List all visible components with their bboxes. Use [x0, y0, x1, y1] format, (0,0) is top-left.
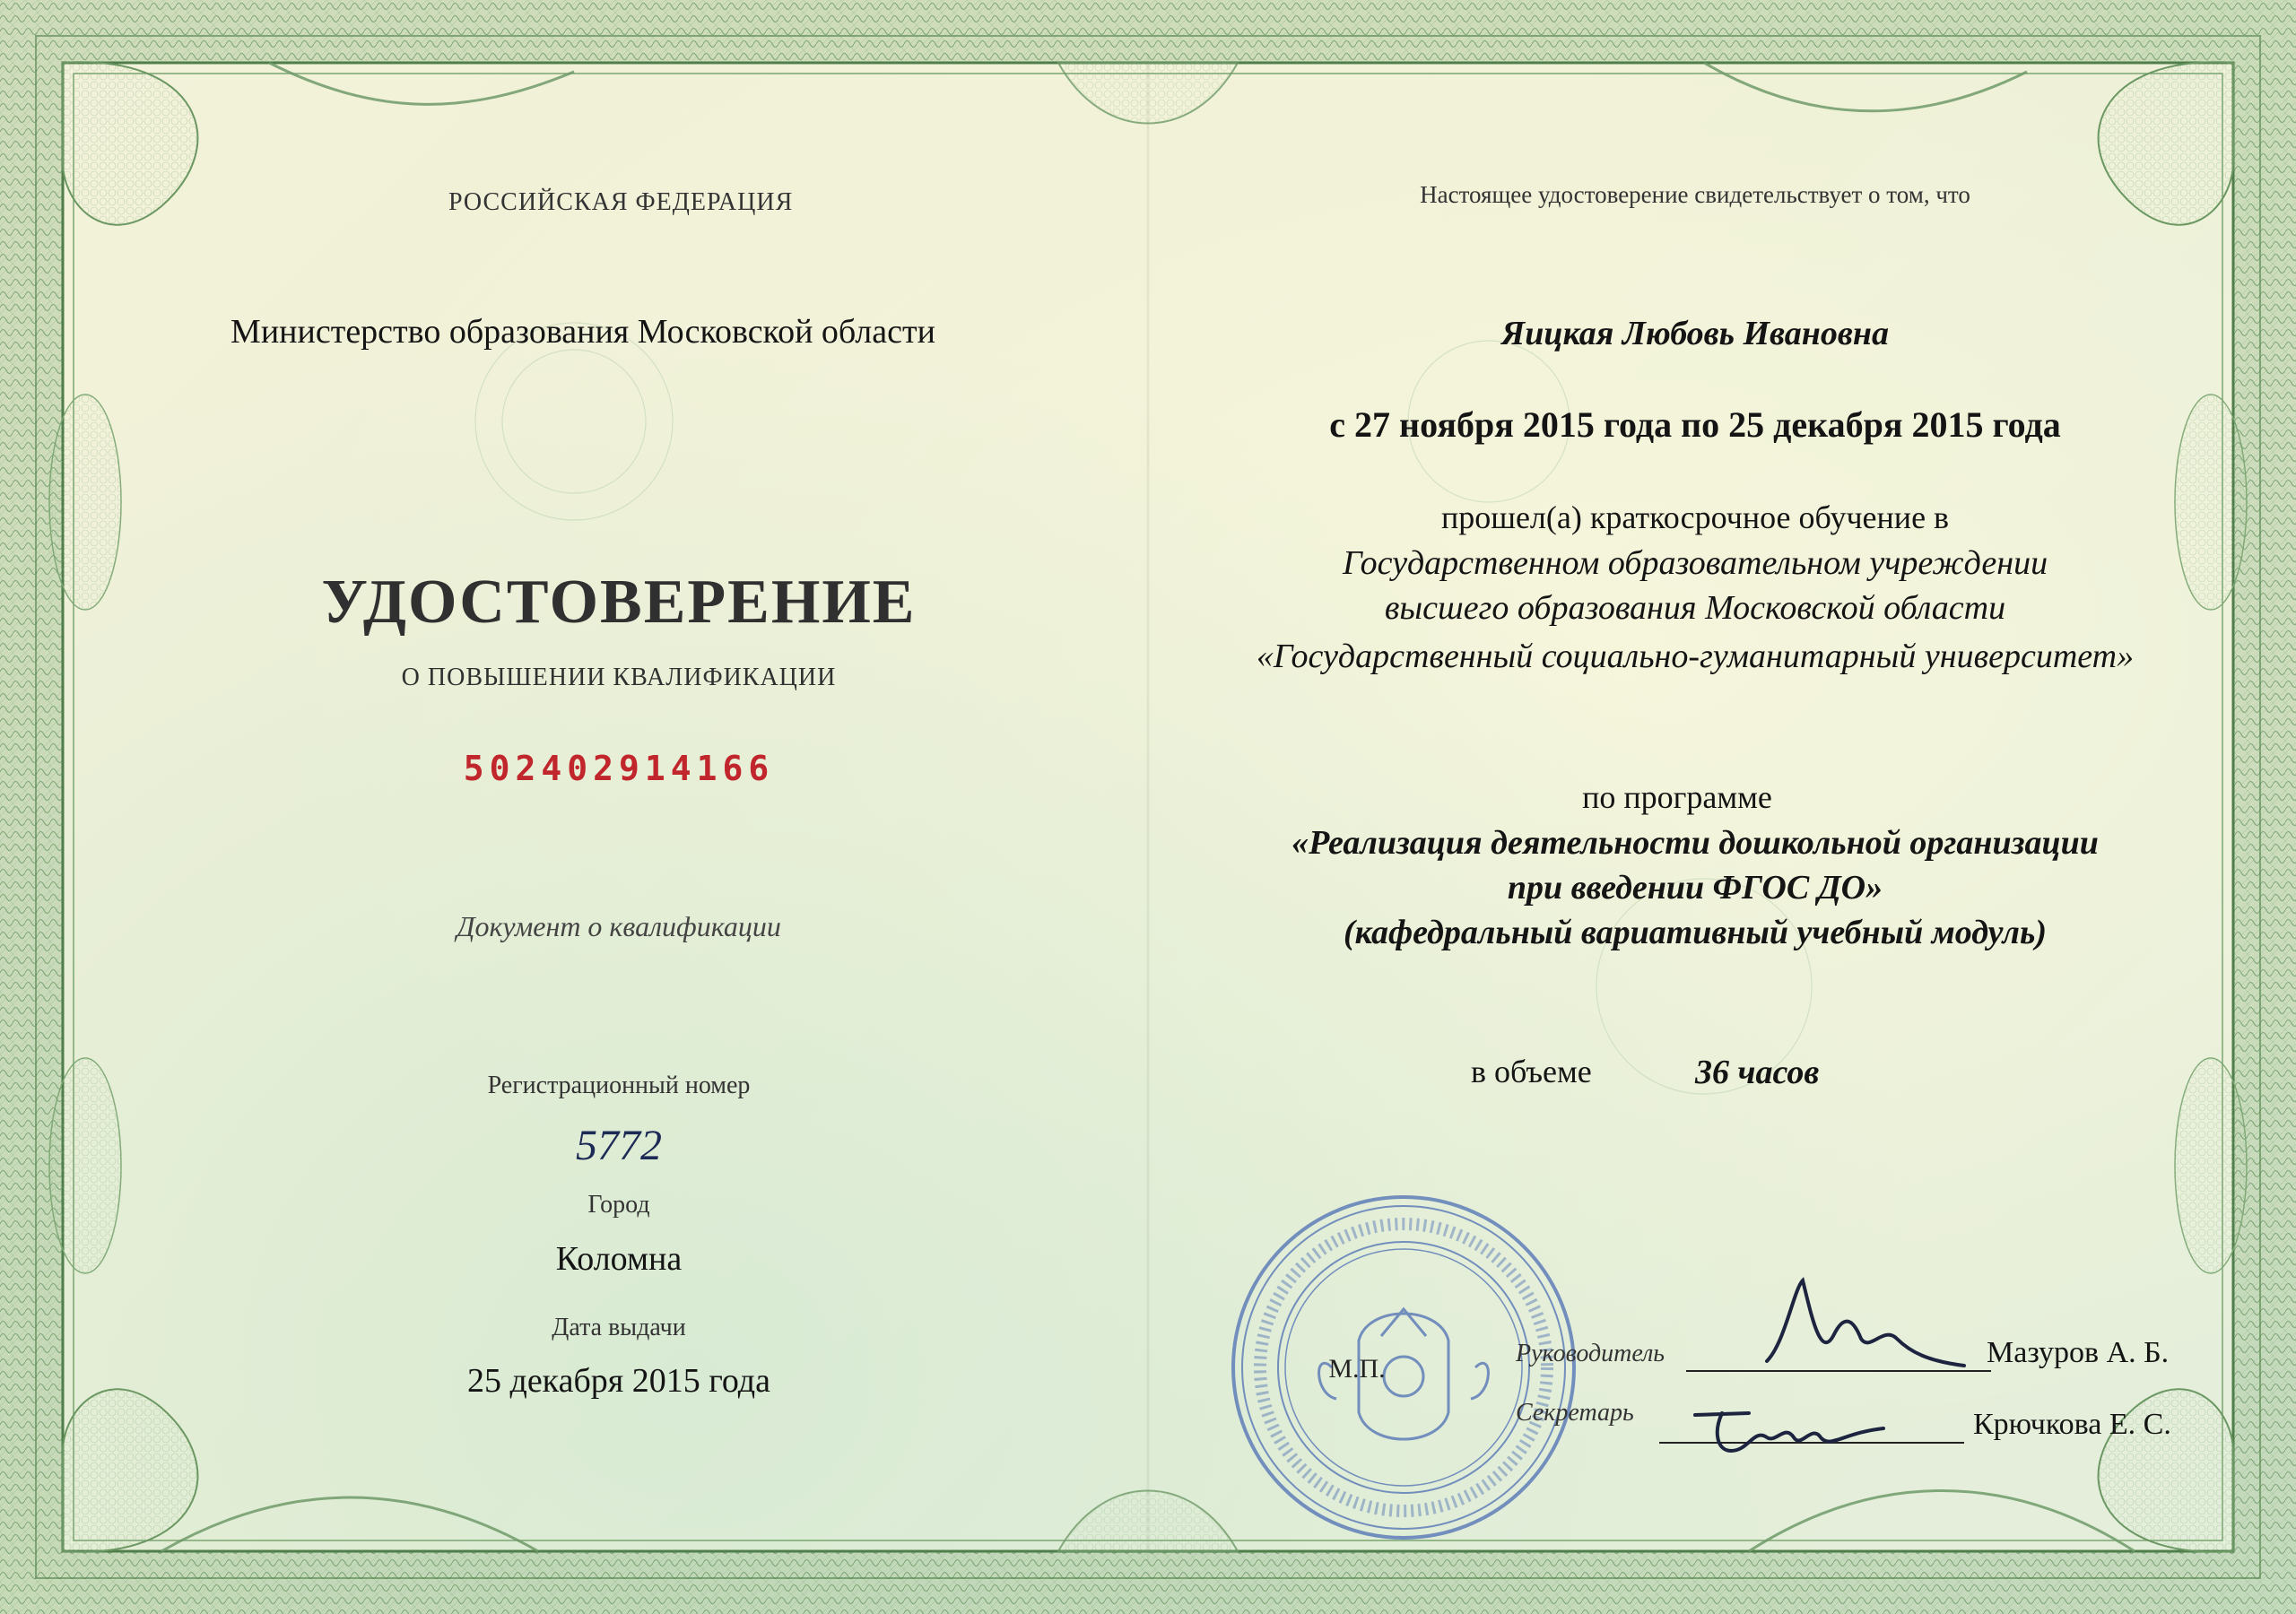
secretary-name: Крючкова Е. С.	[1973, 1408, 2171, 1441]
intro-text: Настоящее удостоверение свидетельствует о том, что	[1420, 181, 1970, 208]
training-text: прошел(а) краткосрочное обучение в	[1440, 499, 1950, 535]
document-type: Документ о квалификации	[457, 910, 781, 942]
page-fold	[1146, 54, 1150, 1560]
person-name: Яицкая Любовь Ивановна	[1501, 315, 1889, 352]
registration-label: Регистрационный номер	[487, 1072, 751, 1099]
serial-number: 502402914166	[463, 749, 775, 788]
country-heading: РОССИЙСКАЯ ФЕДЕРАЦИЯ	[448, 188, 794, 216]
program-line: (кафедральный вариативный учебный модуль)	[1343, 914, 2047, 951]
document-subtitle: О ПОВЫШЕНИИ КВАЛИФИКАЦИИ	[401, 664, 837, 691]
volume-label: в объеме	[1471, 1054, 1592, 1089]
secretary-signature-icon	[1686, 1388, 1892, 1469]
institution-line: высшего образования Московской области	[1384, 589, 2006, 627]
training-period: с 27 ноября 2015 года по 25 декабря 2015 года	[1329, 404, 2061, 445]
stamp-label: М.П.	[1328, 1354, 1386, 1384]
head-label: Руководитель	[1516, 1340, 1665, 1367]
document-title: УДОСТОВЕРЕНИЕ	[321, 568, 917, 637]
secretary-label: Секретарь	[1516, 1399, 1634, 1427]
city-label: Город	[587, 1191, 650, 1219]
issue-date-label: Дата выдачи	[552, 1314, 686, 1341]
head-name: Мазуров А. Б.	[1987, 1336, 2170, 1369]
ministry-name: Министерство образования Московской области	[230, 313, 935, 351]
head-signature-icon	[1749, 1263, 1982, 1379]
volume-value: 36 часов	[1695, 1054, 1820, 1091]
institution-line: «Государственный социально-гуманитарный университет»	[1256, 638, 2135, 675]
institution-line: Государственном образовательном учреждении	[1342, 544, 2048, 582]
program-line: при введении ФГОС ДО»	[1507, 869, 1883, 907]
issue-date-value: 25 декабря 2015 года	[466, 1362, 770, 1400]
registration-number: 5772	[576, 1122, 662, 1169]
program-label: по программе	[1582, 779, 1772, 815]
program-line: «Реализация деятельности дошкольной организации	[1292, 824, 2099, 862]
city-value: Коломна	[555, 1240, 683, 1278]
